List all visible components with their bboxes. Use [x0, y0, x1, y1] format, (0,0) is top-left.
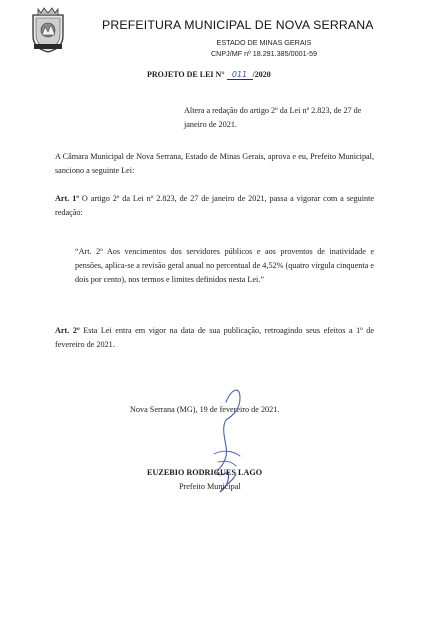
ementa-paragraph: Altera a redação do artigo 2º da Lei nº 2.823, de 27 de janeiro de 2021. — [184, 106, 362, 129]
article-2-text: Esta Lei entra em vigor na data de sua publicação, retroagindo seus efeitos a 1º de fevereiro de 2021. — [55, 326, 374, 349]
signer-name: EUZEBIO RODRIGUES LAGO — [147, 468, 263, 477]
prefecture-title: PREFEITURA MUNICIPAL DE NOVA SERRANA — [102, 18, 374, 32]
state-subtitle: ESTADO DE MINAS GERAIS — [216, 38, 312, 47]
bill-heading-year: /2020 — [252, 70, 271, 79]
municipal-seal-logo — [30, 6, 66, 54]
article-2-paragraph — [55, 324, 374, 352]
bill-number-handwritten: 011 — [227, 71, 253, 80]
bill-heading-prefix: PROJETO DE LEI N° — [147, 70, 225, 79]
quoted-article-paragraph: “Art. 2º Aos vencimentos dos servidores públicos e aos proventos de inatividade e pensões, aplica-se a revisão geral anual no percentual de 4,52% (quatro vírgula cinquenta e dois por cento), nos termos e limites definidos nesta Lei.” — [75, 247, 374, 284]
article-1-paragraph — [55, 192, 374, 220]
bill-heading — [147, 70, 271, 80]
article-2-label: Art. 2º — [55, 326, 80, 335]
signer-role: Prefeito Municipal — [179, 482, 241, 491]
article-1-text: O artigo 2º da Lei nº 2.823, de 27 de janeiro de 2021, passa a vigorar com a seguinte redação: — [55, 194, 374, 217]
cnpj-line: CNPJ/MF nº 18.291.385/0001-59 — [210, 49, 318, 58]
dateline: Nova Serrana (MG), 19 de fevereiro de 2021. — [130, 405, 280, 414]
article-1-label: Art. 1º — [55, 194, 80, 203]
preamble-paragraph: A Câmara Municipal de Nova Serrana, Estado de Minas Gerais, aprova e eu, Prefeito Municipal, sanciono a seguinte Lei: — [55, 152, 374, 175]
